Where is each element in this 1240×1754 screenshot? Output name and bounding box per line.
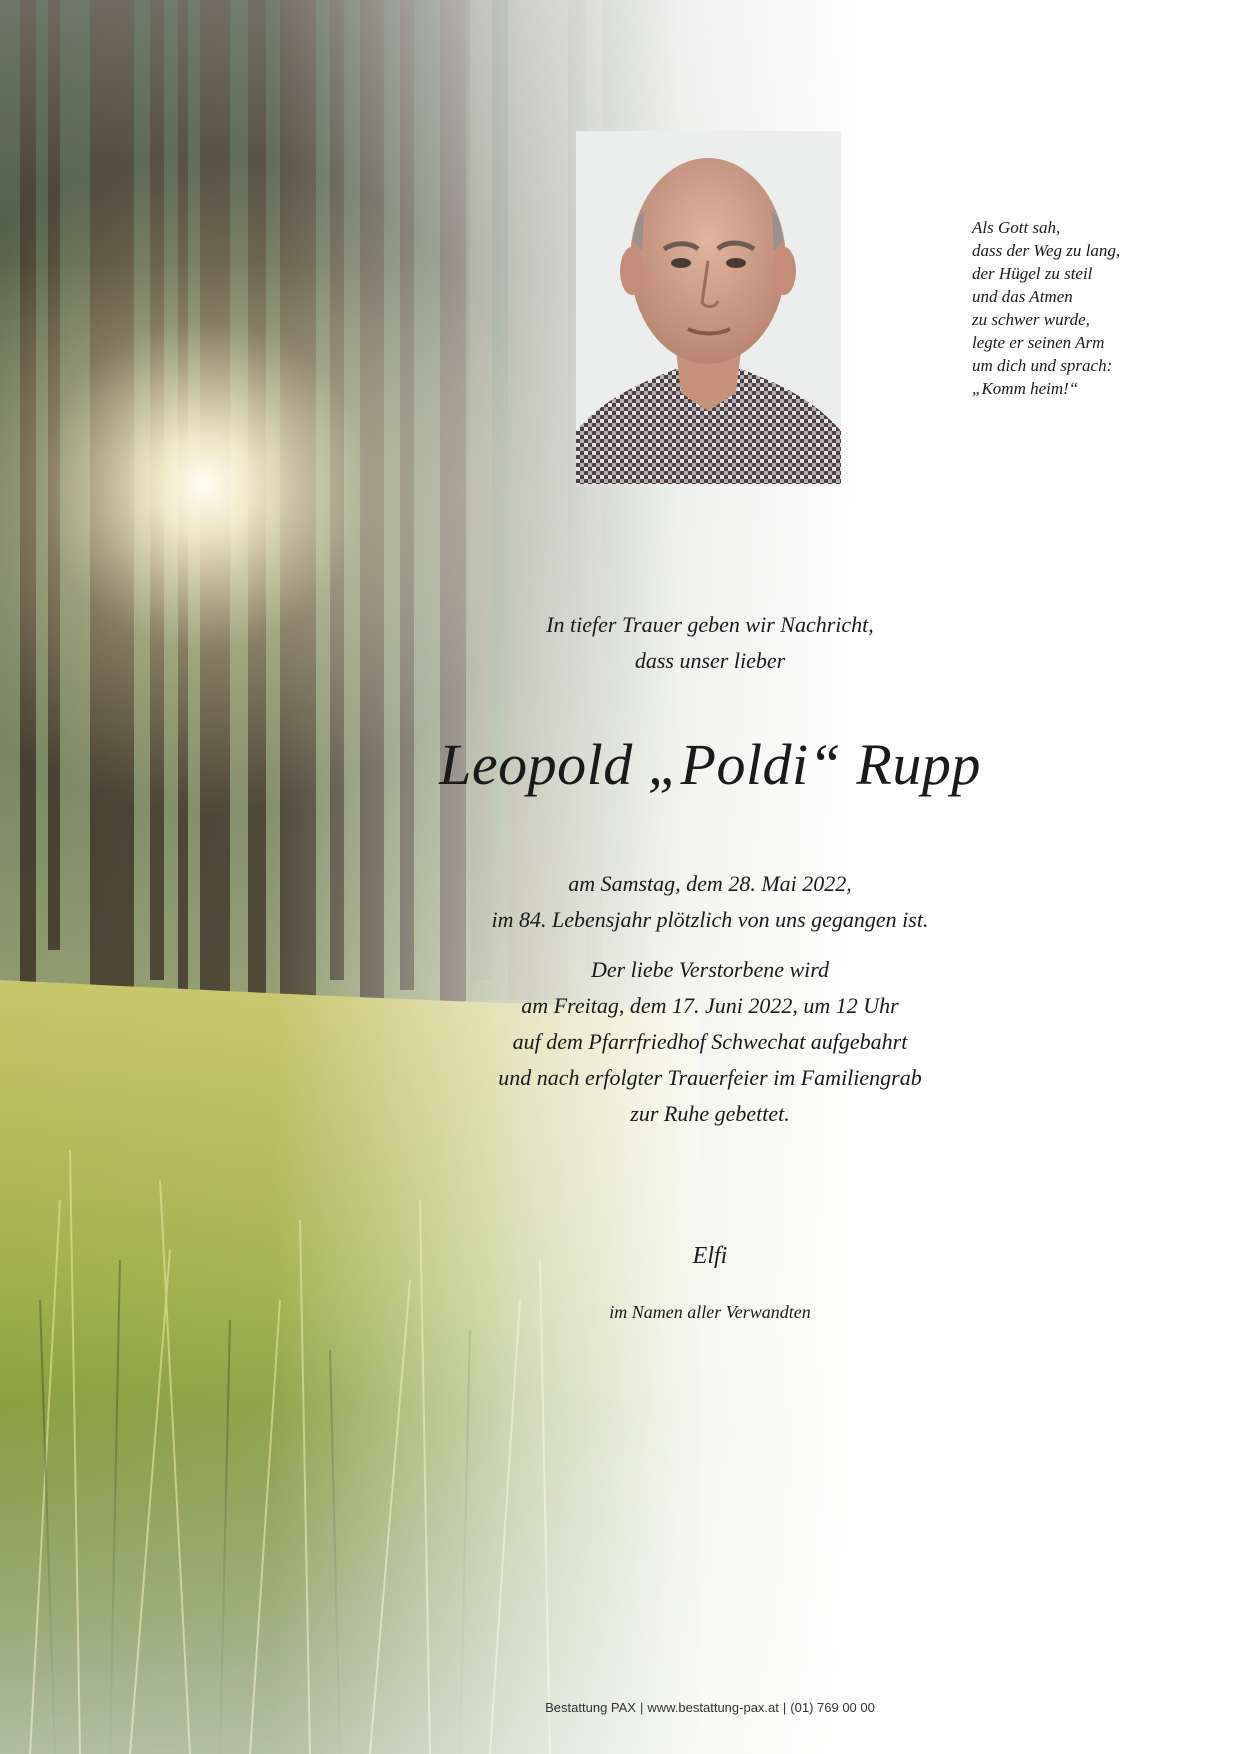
poem-line: und das Atmen (972, 287, 1073, 306)
footer-phone: (01) 769 00 00 (790, 1700, 875, 1715)
intro-line: dass unser lieber (634, 648, 786, 673)
relatives-note: im Namen aller Verwandten (609, 1302, 811, 1322)
poem-line: legte er seinen Arm (972, 333, 1105, 352)
burial-line: und nach erfolgter Trauerfeier im Familiengrab (498, 1065, 922, 1090)
footer-separator: | (639, 1700, 644, 1715)
footer-separator: | (782, 1700, 787, 1715)
poem-line: zu schwer wurde, (972, 310, 1090, 329)
burial-details (340, 952, 1080, 1132)
footer-website[interactable]: www.bestattung-pax.at (647, 1700, 779, 1715)
burial-line: zur Ruhe gebettet. (630, 1101, 790, 1126)
announcement-intro (340, 607, 1080, 679)
death-line: am Samstag, dem 28. Mai 2022, (568, 871, 852, 896)
intro-line: In tiefer Trauer geben wir Nachricht, (546, 612, 874, 637)
poem-line: um dich und sprach: (972, 356, 1113, 375)
footer-company: Bestattung PAX (545, 1700, 636, 1715)
footer (340, 1700, 1080, 1715)
burial-line: Der liebe Verstorbene wird (590, 957, 830, 982)
death-line: im 84. Lebensjahr plötzlich von uns gegangen ist. (491, 907, 929, 932)
poem-line: „Komm heim!“ (972, 379, 1079, 398)
poem-line: der Hügel zu steil (972, 264, 1093, 283)
poem-line: Als Gott sah, (972, 218, 1061, 237)
poem-line: dass der Weg zu lang, (972, 241, 1121, 260)
deceased-name: Leopold „Poldi“ Rupp (439, 732, 981, 797)
portrait-photo (576, 131, 841, 484)
signer-name: Elfi (692, 1243, 728, 1269)
burial-line: am Freitag, dem 17. Juni 2022, um 12 Uhr (521, 993, 899, 1018)
poem (972, 216, 1192, 400)
death-details (340, 866, 1080, 938)
burial-line: auf dem Pfarrfriedhof Schwechat aufgebahrt (512, 1029, 908, 1054)
